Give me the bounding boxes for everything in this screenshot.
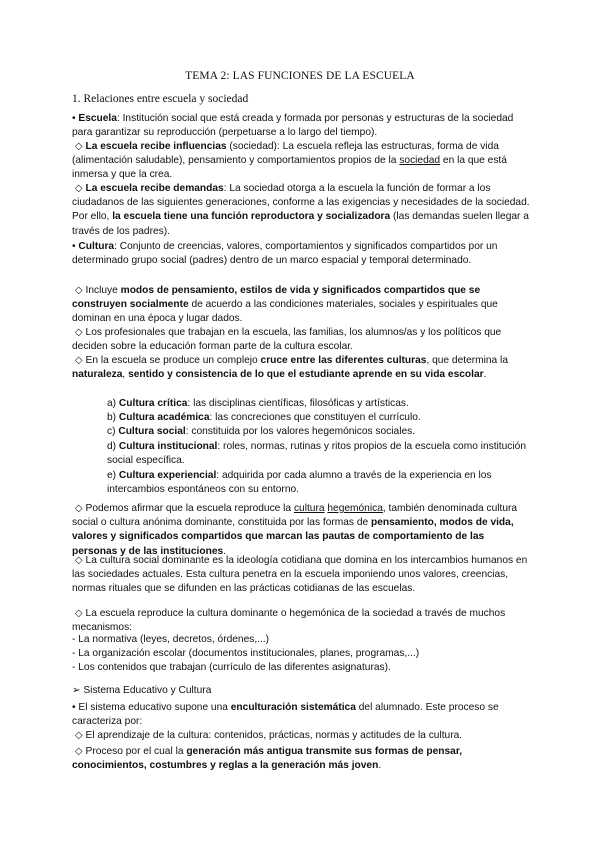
diamond-bullet-icon: ◇	[74, 555, 83, 566]
bold-phrase: enculturación sistemática	[230, 702, 356, 713]
definition: : Institución social que está creada y formada por personas y estructuras de la sociedad para garantizar su reproducción (perpetuarse a lo largo del tiempo).	[72, 113, 514, 139]
aprendizaje-paragraph	[72, 729, 530, 743]
text: La organización escolar (documentos institucionales, planes, programas,...)	[78, 648, 420, 659]
text: La normativa (leyes, decretos, órdenes,...)	[78, 634, 270, 645]
profesionales-paragraph	[72, 326, 530, 354]
diamond-bullet-icon: ◇	[74, 141, 83, 152]
text: de acuerdo a las condiciones materiales, sociales y espirituales que dominan en una época y lugar dados.	[72, 299, 498, 325]
demandas-paragraph	[72, 182, 530, 239]
text: .	[378, 760, 382, 772]
influencias-paragraph	[72, 140, 530, 183]
text: Los profesionales que trabajan en la escuela, las familias, los alumnos/as y los políticos que deciden sobre la educación forman parte de la cultura escolar.	[72, 327, 502, 353]
underlined-word: cultura	[293, 503, 325, 514]
text: , también denominada cultura social o cultura anónima dominante, constituida por las formas de	[72, 503, 518, 529]
text: (sociedad): La escuela refleja las estructuras, forma de vida (alimentación saludable), pensamiento y comportamientos propios de la	[72, 141, 499, 167]
sistema-heading	[72, 684, 530, 698]
tipo-item-a	[107, 397, 527, 411]
text: (las demandas suelen llegar a través de los padres).	[72, 211, 529, 237]
text: : La sociedad otorga a la escuela la función de formar a los ciudadanos de las siguientes generaciones, conforme a las exigencias y necesidades de la sociedad. Por ello,	[72, 183, 530, 223]
letter: c)	[107, 426, 116, 437]
bold-phrase: la escuela tiene una función reproductora y socializadora	[112, 211, 391, 223]
text: .	[483, 369, 487, 381]
proceso-paragraph	[72, 745, 530, 773]
tipo-item-e	[107, 469, 527, 497]
bold-phrase: sentido y consistencia de lo que el estudiante aprende en su vida escolar	[128, 369, 484, 381]
bullet-icon: •	[72, 113, 76, 124]
bold-phrase: generación más antigua transmite sus formas de pensar, conocimientos, costumbres y reglas a la generación más joven	[72, 746, 463, 772]
bold-phrase: naturaleza	[72, 369, 123, 381]
term: Escuela	[78, 113, 117, 124]
heading-text: Sistema Educativo y Cultura	[83, 685, 212, 696]
text: Proceso por el cual la	[85, 746, 187, 757]
diamond-bullet-icon: ◇	[74, 730, 83, 741]
dash: -	[72, 662, 76, 673]
mecanismo-item	[72, 661, 530, 675]
text: , que determina la	[426, 355, 508, 366]
letter: a)	[107, 398, 117, 409]
underlined-word: sociedad	[399, 155, 441, 167]
diamond-bullet-icon: ◇	[74, 327, 83, 338]
tipo-item-d	[107, 440, 527, 468]
dash: -	[72, 634, 76, 645]
diamond-bullet-icon: ◇	[74, 746, 83, 757]
bold-phrase: pensamiento, modos de vida, valores y significados compartidos que marcan las pautas de comportamiento de las personas y de las instituciones	[72, 517, 514, 557]
bold-phrase: modos de pensamiento, estilos de vida y significados compartidos que se construyen socialmente	[72, 285, 481, 311]
diamond-bullet-icon: ◇	[74, 503, 83, 514]
cruce-paragraph	[72, 354, 530, 382]
text: Incluye	[85, 285, 121, 296]
section-heading: 1. Relaciones entre escuela y sociedad	[72, 93, 249, 105]
letter: d)	[107, 441, 117, 452]
definition: : Conjunto de creencias, valores, comportamientos y significados compartidos por un determinado grupo social (padres) dentro de un marco espacial y temporal determinado.	[72, 241, 498, 267]
dash: -	[72, 648, 76, 659]
bullet-icon: •	[72, 702, 76, 713]
text: ,	[122, 369, 129, 381]
sistema-paragraph	[72, 701, 530, 729]
cultura-paragraph	[72, 240, 530, 268]
term: La escuela recibe demandas	[85, 183, 224, 194]
term: La escuela recibe influencias	[85, 141, 227, 152]
text: El aprendizaje de la cultura: contenidos, prácticas, normas y actitudes de la cultura.	[85, 730, 463, 741]
term: Cultura	[78, 241, 115, 252]
escuela-paragraph	[72, 112, 530, 140]
bullet-icon: •	[72, 241, 76, 252]
page-title: TEMA 2: LAS FUNCIONES DE LA ESCUELA	[185, 70, 415, 82]
tipo-item-b	[107, 411, 527, 425]
text: : constituida por los valores hegemónicos sociales.	[185, 426, 416, 437]
reproduce-paragraph	[72, 502, 530, 559]
diamond-bullet-icon: ◇	[74, 355, 83, 366]
text: : roles, normas, rutinas y ritos propios de la escuela como institución social específica.	[107, 441, 526, 467]
text: : las concreciones que constituyen el currículo.	[209, 412, 421, 423]
term: Cultura académica	[118, 412, 210, 423]
text: : las disciplinas científicas, filosóficas y artísticas.	[187, 398, 409, 409]
bold-phrase: cruce entre las diferentes culturas	[260, 355, 427, 366]
letter: e)	[107, 470, 117, 481]
arrow-icon: ➢	[72, 685, 81, 696]
underlined-word: hegemónica	[327, 503, 383, 514]
text: En la escuela se produce un complejo	[85, 355, 261, 366]
text: La cultura social dominante es la ideología cotidiana que domina en los intercambios humanos en las sociedades actuales. Esta cultura penetra en la escuela imponiendo unos valores, creencias, normas rituales que se difunden en las prácticas cotidianas de las escuelas.	[72, 555, 528, 595]
term: Cultura experiencial	[118, 470, 217, 481]
text: El sistema educativo supone una	[78, 702, 231, 713]
letter: b)	[107, 412, 117, 423]
mecanismo-item	[72, 633, 530, 647]
text: Los contenidos que trabajan (currículo de las diferentes asignaturas).	[78, 662, 391, 673]
text: La escuela reproduce la cultura dominante o hegemónica de la sociedad a través de muchos mecanismos:	[72, 608, 506, 634]
text: : adquirida por cada alumno a través de la experiencia en los intercambios espontáneos con su entorno.	[107, 470, 492, 496]
text: Podemos afirmar que la escuela reproduce la	[85, 503, 294, 514]
diamond-bullet-icon: ◇	[74, 608, 83, 619]
mecanismos-paragraph	[72, 607, 530, 635]
dominante-paragraph	[72, 554, 530, 597]
text: del alumnado. Este proceso se caracteriza por:	[72, 702, 499, 728]
text: .	[223, 545, 227, 557]
diamond-bullet-icon: ◇	[74, 285, 83, 296]
term: Cultura institucional	[118, 441, 218, 452]
text: en la que está inmersa y que la crea.	[72, 155, 507, 181]
term: Cultura social	[118, 426, 186, 437]
tipo-item-c	[107, 425, 527, 439]
term: Cultura crítica	[118, 398, 188, 409]
diamond-bullet-icon: ◇	[74, 183, 83, 194]
mecanismo-item	[72, 647, 530, 661]
incluye-paragraph	[72, 284, 530, 327]
